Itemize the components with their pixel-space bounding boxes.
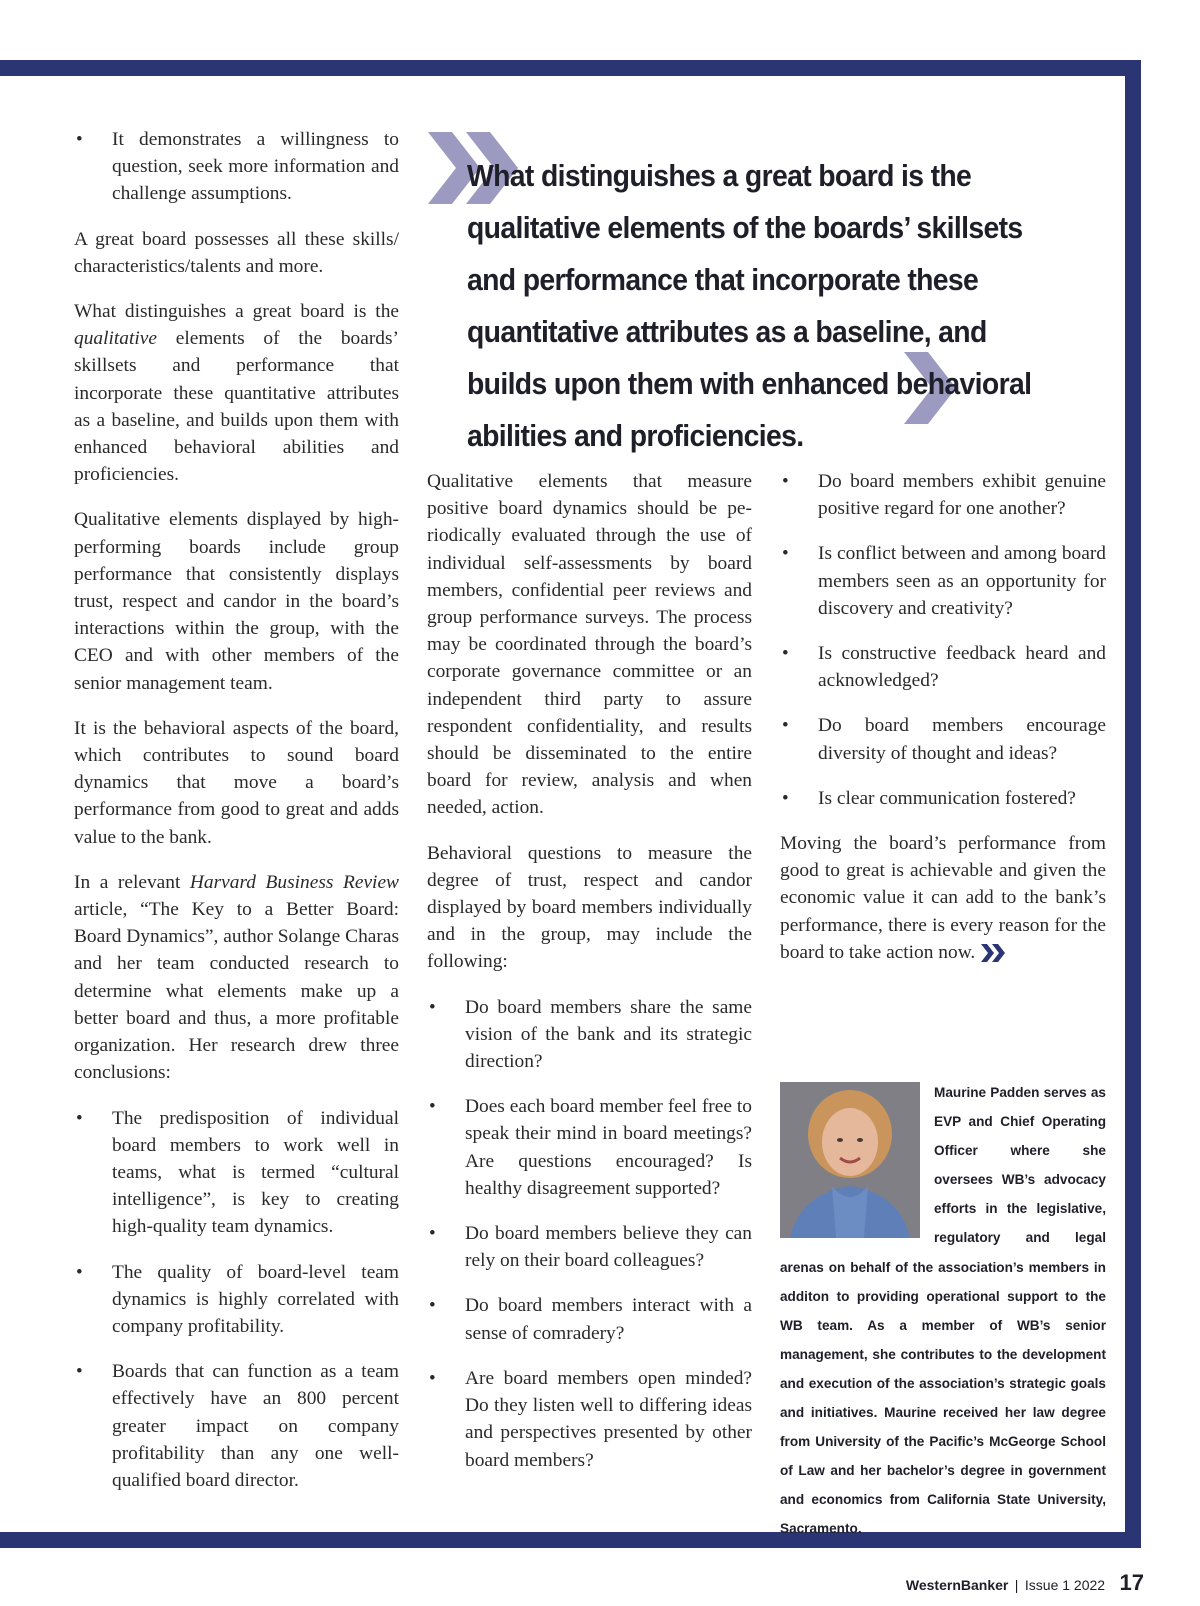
list-item: • Are board members open minded? Do they listen well to differing ideas and perspectives presented by other board members? bbox=[427, 1365, 752, 1474]
questions-list bbox=[427, 994, 752, 1474]
frame-top-border bbox=[0, 60, 1141, 76]
conclusions-list bbox=[74, 1105, 399, 1495]
list-item: • Do board members exhibit genuine positive regard for one another? bbox=[780, 468, 1106, 522]
paragraph: Qualitative elements displayed by high-performing boards include group performance that consistently displays trust, respect and candor in the board’s interactions within the group, with the CEO and with other members of the senior management team. bbox=[74, 509, 399, 694]
double-chevron-end-icon bbox=[981, 944, 1007, 962]
page-number: 17 bbox=[1119, 1570, 1144, 1595]
list-item: • Does each board member feel free to speak their mind in board meetings? Are questions encouraged? Is healthy disagreement supported? bbox=[427, 1093, 752, 1202]
column-middle bbox=[427, 468, 752, 1492]
list-item: • The quality of board-level team dynamics is highly correlated with company profitability. bbox=[74, 1259, 399, 1341]
paragraph: Qualitative elements that measure positive board dynamics should be periodically evaluated through the use of individual self-assessments by board members, confidential peer reviews and group performance surveys. The process may be coordinated through the board’s corporate governance committee or an independent third party to assure respondent confidentiality, and results should be disseminated to the entire board for review, analysis and when needed, action. bbox=[427, 471, 752, 819]
list-item: • Do board members encourage diversity of thought and ideas? bbox=[780, 712, 1106, 766]
footer-separator: | bbox=[1014, 1577, 1019, 1593]
list-item: • Is conflict between and among board members seen as an opportunity for discovery and creativity? bbox=[780, 540, 1106, 622]
list-item: • Do board members interact with a sense of comradery? bbox=[427, 1292, 752, 1346]
list-item: • The predisposition of individual board members to work well in teams, what is termed “cultural intelligence”, is key to creating high-quality team dynamics. bbox=[74, 1105, 399, 1241]
list-item: • Boards that can function as a team effectively have an 800 percent greater impact on company profitability than any one well-qualified board director. bbox=[74, 1358, 399, 1494]
publication-name: WesternBanker bbox=[905, 1577, 1009, 1593]
paragraph: What distinguishes a great board is the qualitative elements of the boards’ skillsets and performance that incorporate these quantitative attributes as a baseline, and builds upon them with enhanced behavioral abilities and proficiencies. bbox=[74, 301, 399, 486]
paragraph: It is the behavioral aspects of the board, which contributes to sound board dynamics that move a board’s performance from good to great and adds value to the bank. bbox=[74, 717, 399, 848]
issue-label: Issue 1 2022 bbox=[1024, 1577, 1106, 1593]
column-left bbox=[74, 126, 399, 1512]
list-item: • It demonstrates a willingness to question, seek more information and challenge assumptions. bbox=[74, 126, 399, 208]
author-bio: Maurine Padden serves as EVP and Chief Operating Officer where she oversees WB’s advocacy efforts in the legislative, regulatory and legal arenas on behalf of the association’s members in additon to providing operational support to the WB team. As a member of WB’s senior management, she contributes to the development and execution of the association’s strategic goals and initiatives. Maurine received her law degree from University of the Pacific’s McGeorge School of Law and her bachelor’s degree in government and economics from California State University, Sacramento. bbox=[780, 1085, 1106, 1537]
list-item: • Is constructive feedback heard and acknowledged? bbox=[780, 640, 1106, 694]
paragraph: In a relevant Harvard Business Review article, “The Key to a Better Board: Board Dynamics”, author Solange Charas and her team conducted research to determine what elements make up a better board and thus, a more profitable organization. Her research drew three conclusions: bbox=[74, 871, 399, 1084]
list-item: • Do board members share the same vision of the bank and its strategic direction? bbox=[427, 994, 752, 1076]
paragraph: A great board possesses all these skills/ characteristics/talents and more. bbox=[74, 228, 399, 277]
column-right bbox=[780, 468, 1106, 984]
paragraph: Behavioral questions to measure the degree of trust, respect and candor displayed by board members individually and in the group, may include the following: bbox=[427, 842, 752, 973]
frame-right-border bbox=[1125, 60, 1141, 1548]
pull-quote: What distinguishes a great board is the qualitative elements of the boards’ skillsets and performance that incorporate these quantitative attributes as a baseline, and builds upon them with enhanced behavioral abilities and proficiencies. bbox=[467, 159, 1032, 453]
questions-list-continued bbox=[780, 468, 1106, 812]
page-footer bbox=[906, 1570, 1144, 1596]
list-item: • Do board members believe they can rely on their board colleagues? bbox=[427, 1220, 752, 1274]
closing-paragraph: Moving the board’s performance from good to great is achievable and given the economic value it can add to the bank’s performance, there is every reason for the board to take action now. bbox=[780, 833, 1106, 963]
list-item: • Is clear communication fostered? bbox=[780, 785, 1106, 812]
bullet-list-top bbox=[74, 126, 399, 208]
